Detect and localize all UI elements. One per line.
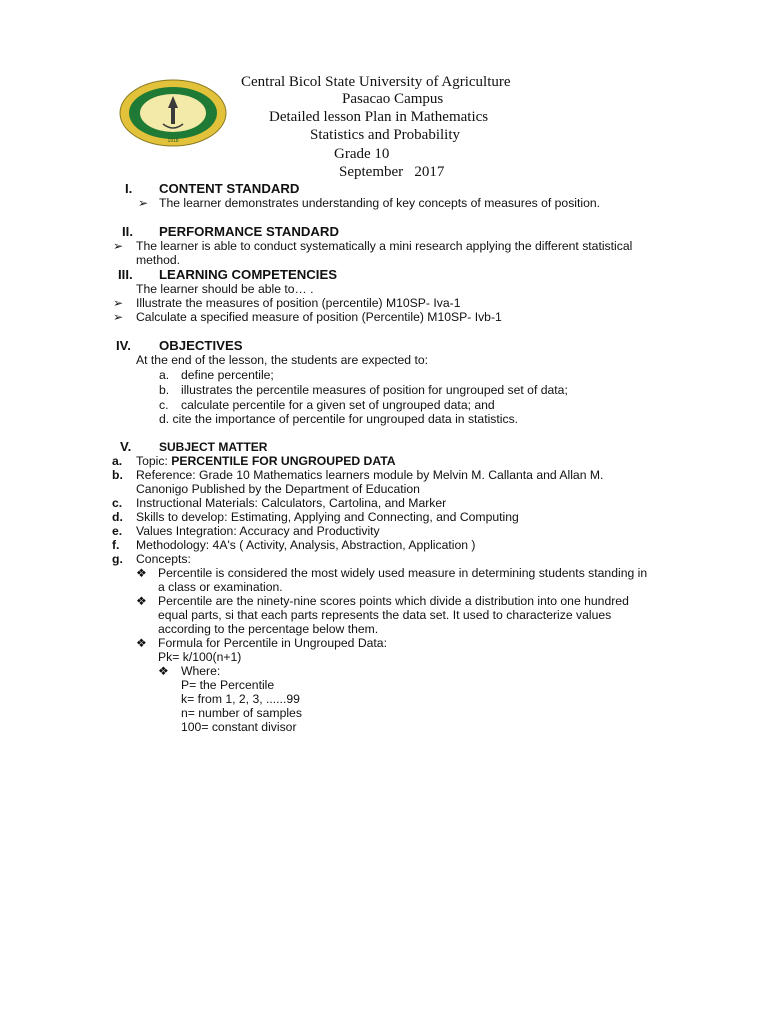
section-1-number: I.	[125, 181, 133, 196]
materials-line: Instructional Materials: Calculators, Cartolina, and Marker	[136, 496, 447, 510]
concept-2-line-2: equal parts, si that each parts represents the data set. It used to characterize values	[158, 608, 612, 622]
section-1-title: CONTENT STANDARD	[159, 181, 300, 196]
concepts-heading: Concepts:	[136, 552, 191, 566]
definition-100: 100= constant divisor	[181, 720, 297, 734]
diamond-bullet-icon: ❖	[136, 594, 147, 608]
reference-line-2: Canonigo Published by the Department of Education	[136, 482, 420, 496]
arrow-bullet-icon: ➢	[113, 296, 124, 310]
definition-n: n= number of samples	[181, 706, 302, 720]
definition-p: P= the Percentile	[181, 678, 275, 692]
section-4-title: OBJECTIVES	[159, 338, 243, 353]
definition-k: k= from 1, 2, 3, ......99	[181, 692, 300, 706]
values-line: Values Integration: Accuracy and Productivity	[136, 524, 380, 538]
section-5-title: SUBJECT MATTER	[159, 440, 268, 454]
objective-label: a.	[159, 368, 170, 382]
plan-title: Detailed lesson Plan in Mathematics	[269, 109, 489, 125]
content-standard-text: The learner demonstrates understanding of key concepts of measures of position.	[159, 196, 601, 210]
diamond-bullet-icon: ❖	[136, 566, 147, 580]
competency-item: Calculate a specified measure of position (Percentile) M10SP- Ivb-1	[136, 310, 502, 324]
objective-item-d: d. cite the importance of percentile for ungrouped data in statistics.	[159, 412, 519, 426]
topic-line: Topic: PERCENTILE FOR UNGROUPED DATA	[136, 454, 396, 468]
arrow-bullet-icon: ➢	[113, 239, 124, 253]
university-seal-logo	[118, 78, 228, 148]
concept-1-line-2: a class or examination.	[158, 580, 283, 594]
reference-line-1: Reference: Grade 10 Mathematics learners module by Melvin M. Callanta and Allan M.	[136, 468, 604, 482]
performance-standard-line-2: method.	[136, 253, 181, 267]
arrow-bullet-icon: ➢	[138, 196, 149, 210]
section-4-number: IV.	[116, 338, 131, 353]
objective-item: calculate percentile for a given set of ungrouped data; and	[181, 398, 495, 412]
competencies-intro: The learner should be able to… .	[136, 282, 314, 296]
item-letter: f.	[112, 538, 120, 552]
percentile-formula: Pk= k/100(n+1)	[158, 650, 242, 664]
objective-item: define percentile;	[181, 368, 274, 382]
grade-level: Grade 10	[334, 146, 390, 162]
item-letter: a.	[112, 454, 123, 468]
methodology-line: Methodology: 4A's ( Activity, Analysis, Abstraction, Application )	[136, 538, 476, 552]
topic-name: PERCENTILE FOR UNGROUPED DATA	[171, 454, 396, 468]
item-letter: e.	[112, 524, 123, 538]
concept-2-line-3: according to the percentage below them.	[158, 622, 379, 636]
item-letter: d.	[112, 510, 123, 524]
competency-item: Illustrate the measures of position (percentile) M10SP- Iva-1	[136, 296, 461, 310]
item-letter: c.	[112, 496, 123, 510]
lesson-date: September 2017	[339, 164, 445, 180]
campus-name: Pasacao Campus	[342, 91, 444, 107]
section-5-number: V.	[120, 439, 132, 454]
item-letter: b.	[112, 468, 123, 482]
objective-label: c.	[159, 398, 169, 412]
university-name: Central Bicol State University of Agriculture	[241, 74, 511, 90]
skills-line: Skills to develop: Estimating, Applying and Connecting, and Computing	[136, 510, 519, 524]
concept-1-line-1: Percentile is considered the most widely used measure in determining students standing in	[158, 566, 648, 580]
diamond-bullet-icon: ❖	[136, 636, 147, 650]
concept-2-line-1: Percentile are the ninety-nine scores points which divide a distribution into one hundred	[158, 594, 629, 608]
arrow-bullet-icon: ➢	[113, 310, 124, 324]
subject-title: Statistics and Probability	[310, 127, 460, 143]
section-3-title: LEARNING COMPETENCIES	[159, 267, 338, 282]
section-2-number: II.	[122, 224, 133, 239]
concept-3-line: Formula for Percentile in Ungrouped Data:	[158, 636, 387, 650]
performance-standard-line-1: The learner is able to conduct systematically a mini research applying the different statistical	[136, 239, 633, 253]
svg-text:1918: 1918	[167, 138, 179, 144]
diamond-bullet-icon: ❖	[158, 664, 169, 678]
item-letter: g.	[112, 552, 123, 566]
where-label: Where:	[181, 664, 221, 678]
objective-label: b.	[159, 383, 170, 397]
section-3-number: III.	[118, 267, 133, 282]
objective-item: illustrates the percentile measures of position for ungrouped set of data;	[181, 383, 568, 397]
section-2-title: PERFORMANCE STANDARD	[159, 224, 339, 239]
objectives-intro: At the end of the lesson, the students are expected to:	[136, 353, 429, 367]
